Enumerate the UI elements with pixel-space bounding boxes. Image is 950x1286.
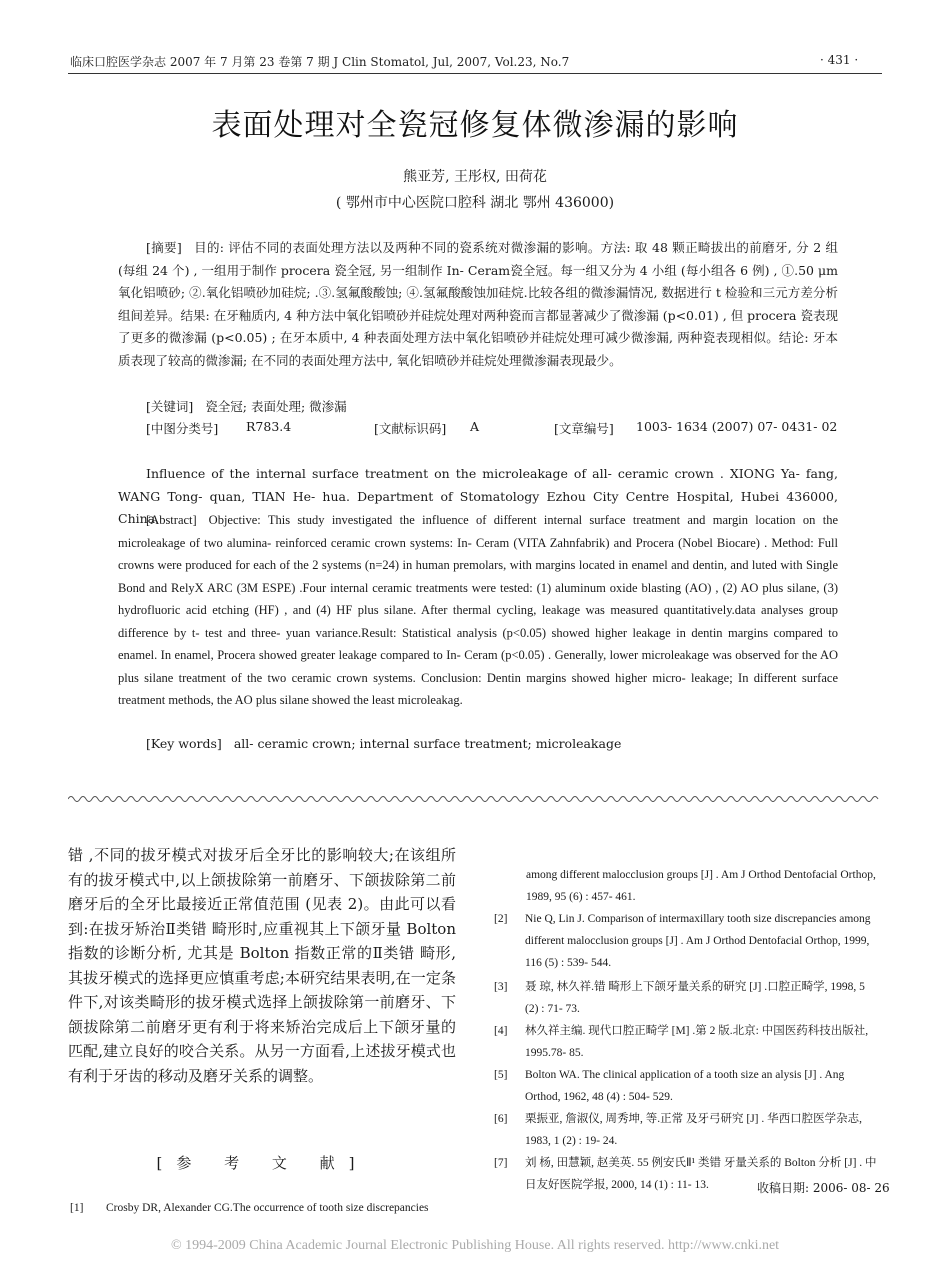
doc-value: A bbox=[470, 419, 480, 434]
reference-number: [1] bbox=[70, 1202, 84, 1214]
abstract-en-text: Objective: This study investigated the influence of different internal surface treatment and margin location on the microleakage of two alumina- reinforced ceramic crown systems: In- Ceram (VITA Zahnfabrik) and Procera (Nobel Biocare) . Method: Full crowns were produced for each of the 2 systems (n=24) in human premolars, with margins located in enamel and dentin, and luted with Single Bond and RelyX ARC (3M ESPE) .Four internal ceramic treatments were tested: (1) aluminum oxide blasting (AO) , (2) AO plus silane, (3) hydrofluoric acid etching (HF) , and (4) HF plus silane. After thermal cycling, leakage was measured quantitatively.data analyses group difference by t- test and three- yuan variance.Result: Statistical analysis (p<0.05) showed higher leakage in dentin margins compared to enamel. In enamel, Procera showed greater leakage compared to In- Ceram (p<0.05) . Generally, lower microleakage was observed for the AO plus silane treatment of the two ceramic crown systems. Conclusion: Dentin margins showed higher micro- leakage; In different surface treatment methods, the AO plus silane showed the least microleakag. bbox=[118, 513, 838, 707]
abstract-en bbox=[118, 509, 838, 712]
reference-text: 聂 琼, 林久祥.错 畸形上下颌牙量关系的研究 [J] .口腔正畸学, 1998, 5 (2) : 71- 73. bbox=[525, 981, 865, 1015]
keywords-en bbox=[146, 733, 846, 756]
clc-value: R783.4 bbox=[246, 419, 292, 434]
authors: 熊亚芳, 王彤权, 田荷花 bbox=[403, 169, 547, 185]
english-title: Influence of the internal surface treatment on the microleakage of all- ceramic crown . XIONG Ya- fang, WANG Tong- quan, TIAN He- hua. Department of Stomatology Ezhou City Centre Hospital, Hubei 436000, China. bbox=[118, 466, 838, 526]
keywords-en-text: all- ceramic crown; internal surface treatment; microleakage bbox=[233, 736, 622, 751]
reference-number: [6] bbox=[494, 1113, 508, 1125]
header-rule bbox=[68, 73, 882, 74]
reference-number: [7] bbox=[494, 1157, 508, 1169]
keywords-cn-tag: [关键词] bbox=[146, 399, 194, 414]
abstract-cn-text: 目的: 评估不同的表面处理方法以及两种不同的瓷系统对微渗漏的影响。方法: 取 48 颗正畸拔出的前磨牙, 分 2 组 (每组 24 个) , 一组用于制作 procera 瓷全冠, 另一组制作 In- Ceram瓷全冠。每一组又分为 4 小组 (每小组各 6 例) , ①.50 μm 氧化铝喷砂; ②.氧化铝喷砂加硅烷; .③.氢氟酸酸蚀; ④.氢氟酸酸蚀加硅烷.比较各组的微渗漏情况, 数据进行 t 检验和三元方差分析组间差异。结果: 在牙釉质内, 4 种方法中氧化铝喷砂并硅烷处理对两种瓷而言都显著减少了微渗漏 (p<0.01) , 但 procera 瓷表现了更多的微渗漏 (p<0.05) ; 在牙本质中, 4 种表面处理方法中氧化铝喷砂并硅烷处理可减少微渗漏, 两种瓷表现相似。结论: 牙本质表现了较高的微渗漏; 在不同的表面处理方法中, 氧化铝喷砂并硅烷处理微渗漏表现最少。 bbox=[118, 240, 838, 368]
article-title: 表面处理对全瓷冠修复体微渗漏的影响 bbox=[211, 108, 739, 143]
keywords-en-tag: [Key words] bbox=[146, 736, 222, 751]
reference-text: Bolton WA. The clinical application of a tooth size an alysis [J] . Ang Orthod, 1962, 48 (4) : 504- 529. bbox=[525, 1069, 845, 1103]
reference-text: 林久祥主编. 现代口腔正畸学 [M] .第 2 版.北京: 中国医药科技出版社, 1995.78- 85. bbox=[525, 1025, 869, 1059]
reference-text: 刘 杨, 田慧颖, 赵美英. 55 例安氏Ⅱ¹ 类错 牙量关系的 Bolton 分析 [J] . 中日友好医院学报, 2000, 14 (1) : 11- 13. bbox=[525, 1157, 877, 1191]
abstract-cn bbox=[118, 237, 838, 372]
running-header: 临床口腔医学杂志 2007 年 7 月第 23 卷第 7 期 J Clin Stomatol, Jul, 2007, Vol.23, No.7 bbox=[70, 55, 570, 69]
wave-divider bbox=[68, 794, 882, 804]
abstract-cn-tag: [摘要] bbox=[146, 240, 182, 255]
copyright-footer: © 1994-2009 China Academic Journal Electronic Publishing House. All rights reserved. http://www.cnki.net bbox=[170, 1238, 780, 1253]
reference-number: [4] bbox=[494, 1025, 508, 1037]
body-text: 错 ,不同的拔牙模式对拔牙后全牙比的影响较大;在该组所有的拔牙模式中,以上颌拔除第一前磨牙、下颌拔除第二前磨牙后的全牙比最接近正常值范围 (见表 2)。由此可以看到:在拔牙矫治Ⅱ类错 畸形时,应重视其上下颌牙量 Bolton 指数的诊断分析, 尤其是 Bolton 指数正常的Ⅱ类错 畸形, 其拔牙模式的选择更应慎重考虑;本研究结果表明,在一定条件下,对该类畸形的拔牙模式选择上颌拔除第一前磨牙、下颌拔除第二前磨牙更有利于将来矫治完成后上下颌牙量的匹配,建立良好的咬合关系。从另一方面看,上述拔牙模式也有利于牙齿的移动及磨牙关系的调整。 bbox=[68, 846, 456, 1085]
art-value: 1003- 1634 (2007) 07- 0431- 02 bbox=[636, 419, 838, 434]
affiliation: ( 鄂州市中心医院口腔科 湖北 鄂州 436000) bbox=[335, 195, 615, 211]
received-date: 收稿日期: 2006- 08- 26 bbox=[757, 1181, 890, 1195]
abstract-en-tag: [Abstract] bbox=[146, 513, 197, 527]
clc-tag: [中图分类号] bbox=[146, 421, 219, 436]
page-number: · 431 · bbox=[820, 53, 859, 67]
doc-tag: [文献标识码] bbox=[374, 421, 447, 436]
keywords-cn bbox=[146, 396, 836, 419]
reference-number: [2] bbox=[494, 913, 508, 925]
reference-text: 栗振亚, 詹淑仪, 周秀坤, 等.正常 及牙弓研究 [J] . 华西口腔医学杂志, 1983, 1 (2) : 19- 24. bbox=[525, 1113, 863, 1147]
references-heading: [参 考 文 献] bbox=[156, 1154, 369, 1172]
reference-text: Nie Q, Lin J. Comparison of intermaxillary tooth size discrepancies among different malocclusion groups [J] . Am J Orthod Dentofacial Orthop, 1999, 116 (5) : 539- 544. bbox=[525, 913, 871, 969]
reference-number: [5] bbox=[494, 1069, 508, 1081]
reference-number: [3] bbox=[494, 981, 508, 993]
reference-continuation: among different malocclusion groups [J] . Am J Orthod Dentofacial Orthop, 1989, 95 (6) : 457- 461. bbox=[526, 869, 876, 903]
art-tag: [文章编号] bbox=[554, 421, 614, 436]
reference-text: Crosby DR, Alexander CG.The occurrence of tooth size discrepancies bbox=[106, 1202, 429, 1214]
keywords-cn-text: 瓷全冠; 表面处理; 微渗漏 bbox=[205, 399, 347, 414]
